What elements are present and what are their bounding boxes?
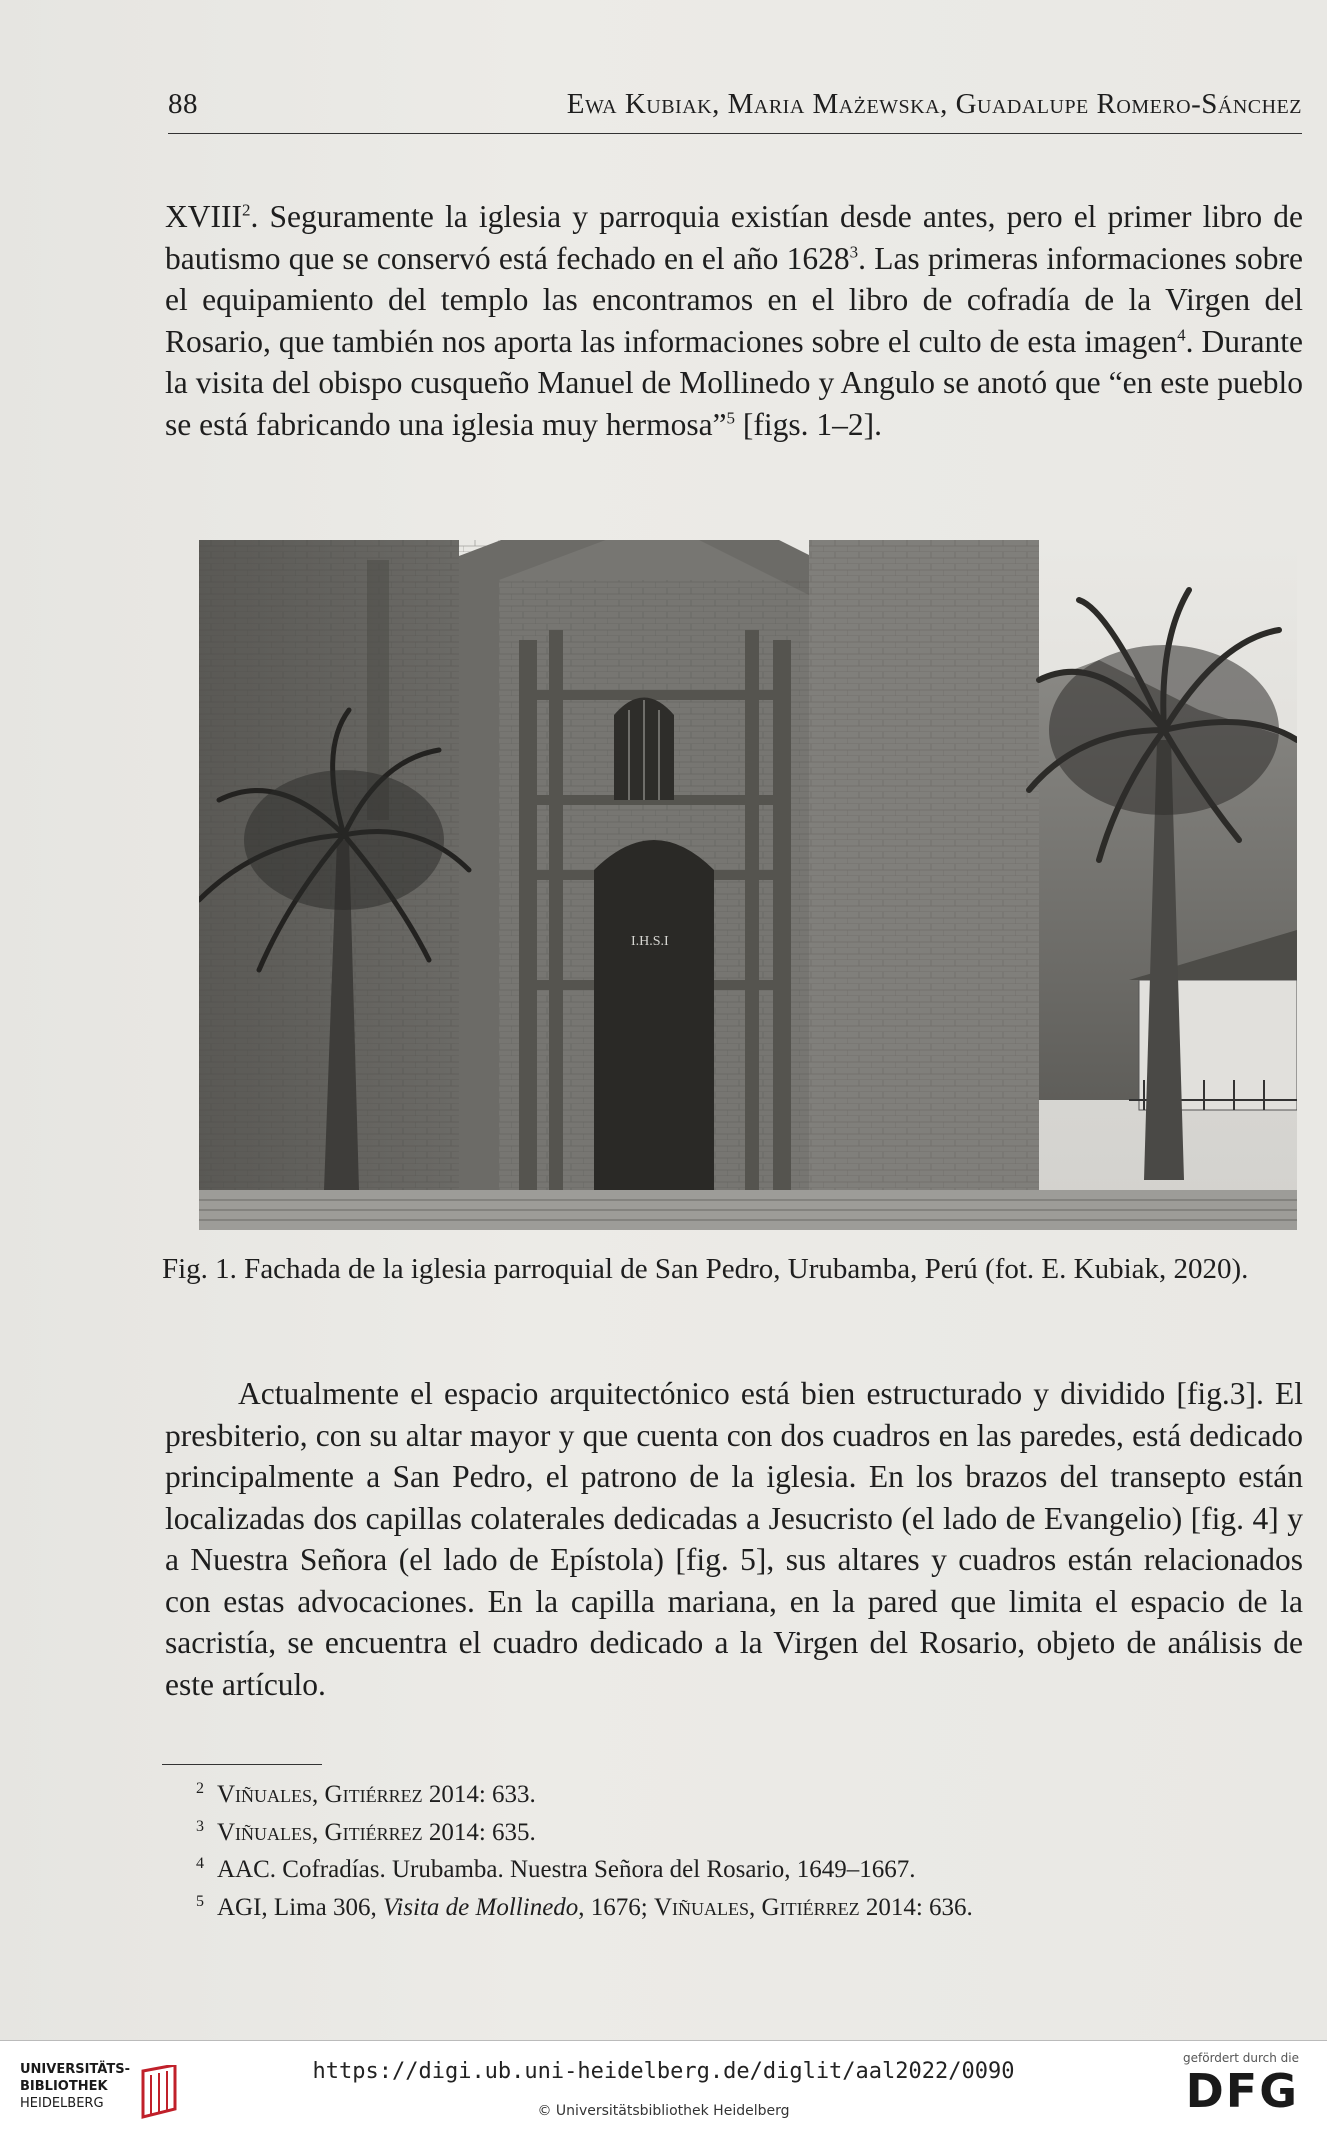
paragraph-1 xyxy=(165,196,1303,445)
footnote-author: Viñuales, Gitiérrez xyxy=(654,1893,860,1921)
text-run: . Durante la visita del obispo cusqueño Manuel de Mollinedo y Angulo se anotó que “en este pueblo se está fabricando una iglesia muy hermosa” xyxy=(165,323,1303,442)
footnote-5 xyxy=(162,1889,1303,1927)
footnote-text: AGI, Lima 306, xyxy=(217,1893,383,1921)
library-line: HEIDELBERG xyxy=(20,2096,104,2111)
footnote-text: AAC. Cofradías. Urubamba. Nuestra Señora del Rosario, 1649–1667. xyxy=(217,1856,916,1883)
text-run: XVIII xyxy=(165,199,242,234)
running-head-authors: Ewa Kubiak, Maria Mażewska, Guadalupe Romero-Sánchez xyxy=(566,88,1302,120)
permalink-url[interactable]: https://digi.ub.uni-heidelberg.de/diglit/aal2022/0090 xyxy=(312,2059,1015,2084)
footnote-title: Visita de Mollinedo xyxy=(382,1893,579,1921)
page-number: 88 xyxy=(168,88,198,120)
copyright: © Universitätsbibliothek Heidelberg xyxy=(537,2103,790,2119)
footnote-3 xyxy=(162,1814,1303,1852)
viewer-footer xyxy=(0,2040,1327,2137)
footnote-4 xyxy=(162,1851,1303,1889)
footnote-number: 3 xyxy=(196,1817,204,1835)
church-door xyxy=(594,840,714,1200)
text-run: . Seguramente la iglesia y parroquia existían desde antes, pero el primer libro de bautismo que se conservó está fechado en el año 1628 xyxy=(165,199,1303,276)
funded-by-label: gefördert durch die xyxy=(1183,2051,1299,2065)
running-head xyxy=(168,88,1302,134)
footnote-2 xyxy=(162,1776,1303,1814)
footnote-ref-4[interactable]: 4 xyxy=(1177,325,1186,344)
footnote-ref-3[interactable]: 3 xyxy=(849,242,859,261)
footnote-author: Viñuales, Gitiérrez xyxy=(217,1781,423,1808)
dfg-logo[interactable]: DFG xyxy=(1185,2064,1299,2118)
footnote-number: 5 xyxy=(196,1892,204,1910)
library-line: BIBLIOTHEK xyxy=(20,2079,108,2094)
footnote-number: 4 xyxy=(196,1855,204,1872)
church-facade-photo xyxy=(199,540,1297,1230)
footnote-text: 2014: 636. xyxy=(859,1893,973,1921)
footnote-number: 2 xyxy=(196,1780,204,1797)
door-inscription: I.H.S.I xyxy=(631,934,669,949)
paragraph-2: Actualmente el espacio arquitectónico está bien estructurado y dividido [fig.3]. El presbiterio, con su altar mayor y que cuenta con dos cuadros en las paredes, está dedicado principalmente a San Pedro, el patrono de la iglesia. En los brazos del transepto están localizadas dos capillas colaterales dedicadas a Jesucristo (el lado de Evangelio) [fig. 4] y a Nuestra Señora (el lado de Epístola) [fig. 5], sus altares y cuadros están relacionados con estas advocaciones. En la capilla mariana, en la pared que limita el espacio de la sacristía, se encuentra el cuadro dedicado a la Virgen del Rosario, objeto de análisis de este artículo. xyxy=(165,1376,1303,1702)
footnote-rule xyxy=(162,1764,322,1765)
footnotes xyxy=(162,1776,1303,1926)
footnote-text: 2014: 635. xyxy=(422,1818,536,1846)
footnote-ref-2[interactable]: 2 xyxy=(241,200,251,220)
library-line: UNIVERSITÄTS- xyxy=(20,2062,130,2077)
footnote-text: 2014: 633. xyxy=(422,1781,536,1808)
footnote-ref-5[interactable]: 5 xyxy=(726,408,736,427)
text-run: [figs. 1–2]. xyxy=(735,406,883,442)
footnote-text: , 1676; xyxy=(578,1893,654,1921)
footnote-author: Viñuales, Gitiérrez xyxy=(217,1818,423,1846)
funder xyxy=(1159,2051,1299,2117)
text-run: . Las primeras informaciones sobre el equipamiento del templo las encontramos en el libro de cofradía de la Virgen del Rosario, que también nos aporta las informaciones sobre el culto de esta imagen xyxy=(165,240,1304,359)
figure-caption: Fig. 1. Fachada de la iglesia parroquial de San Pedro, Urubamba, Perú (fot. E. Kubiak, 2020). xyxy=(162,1253,1249,1285)
tower-brick-texture xyxy=(809,540,1039,1200)
figure-church-facade-photo xyxy=(199,540,1297,1230)
